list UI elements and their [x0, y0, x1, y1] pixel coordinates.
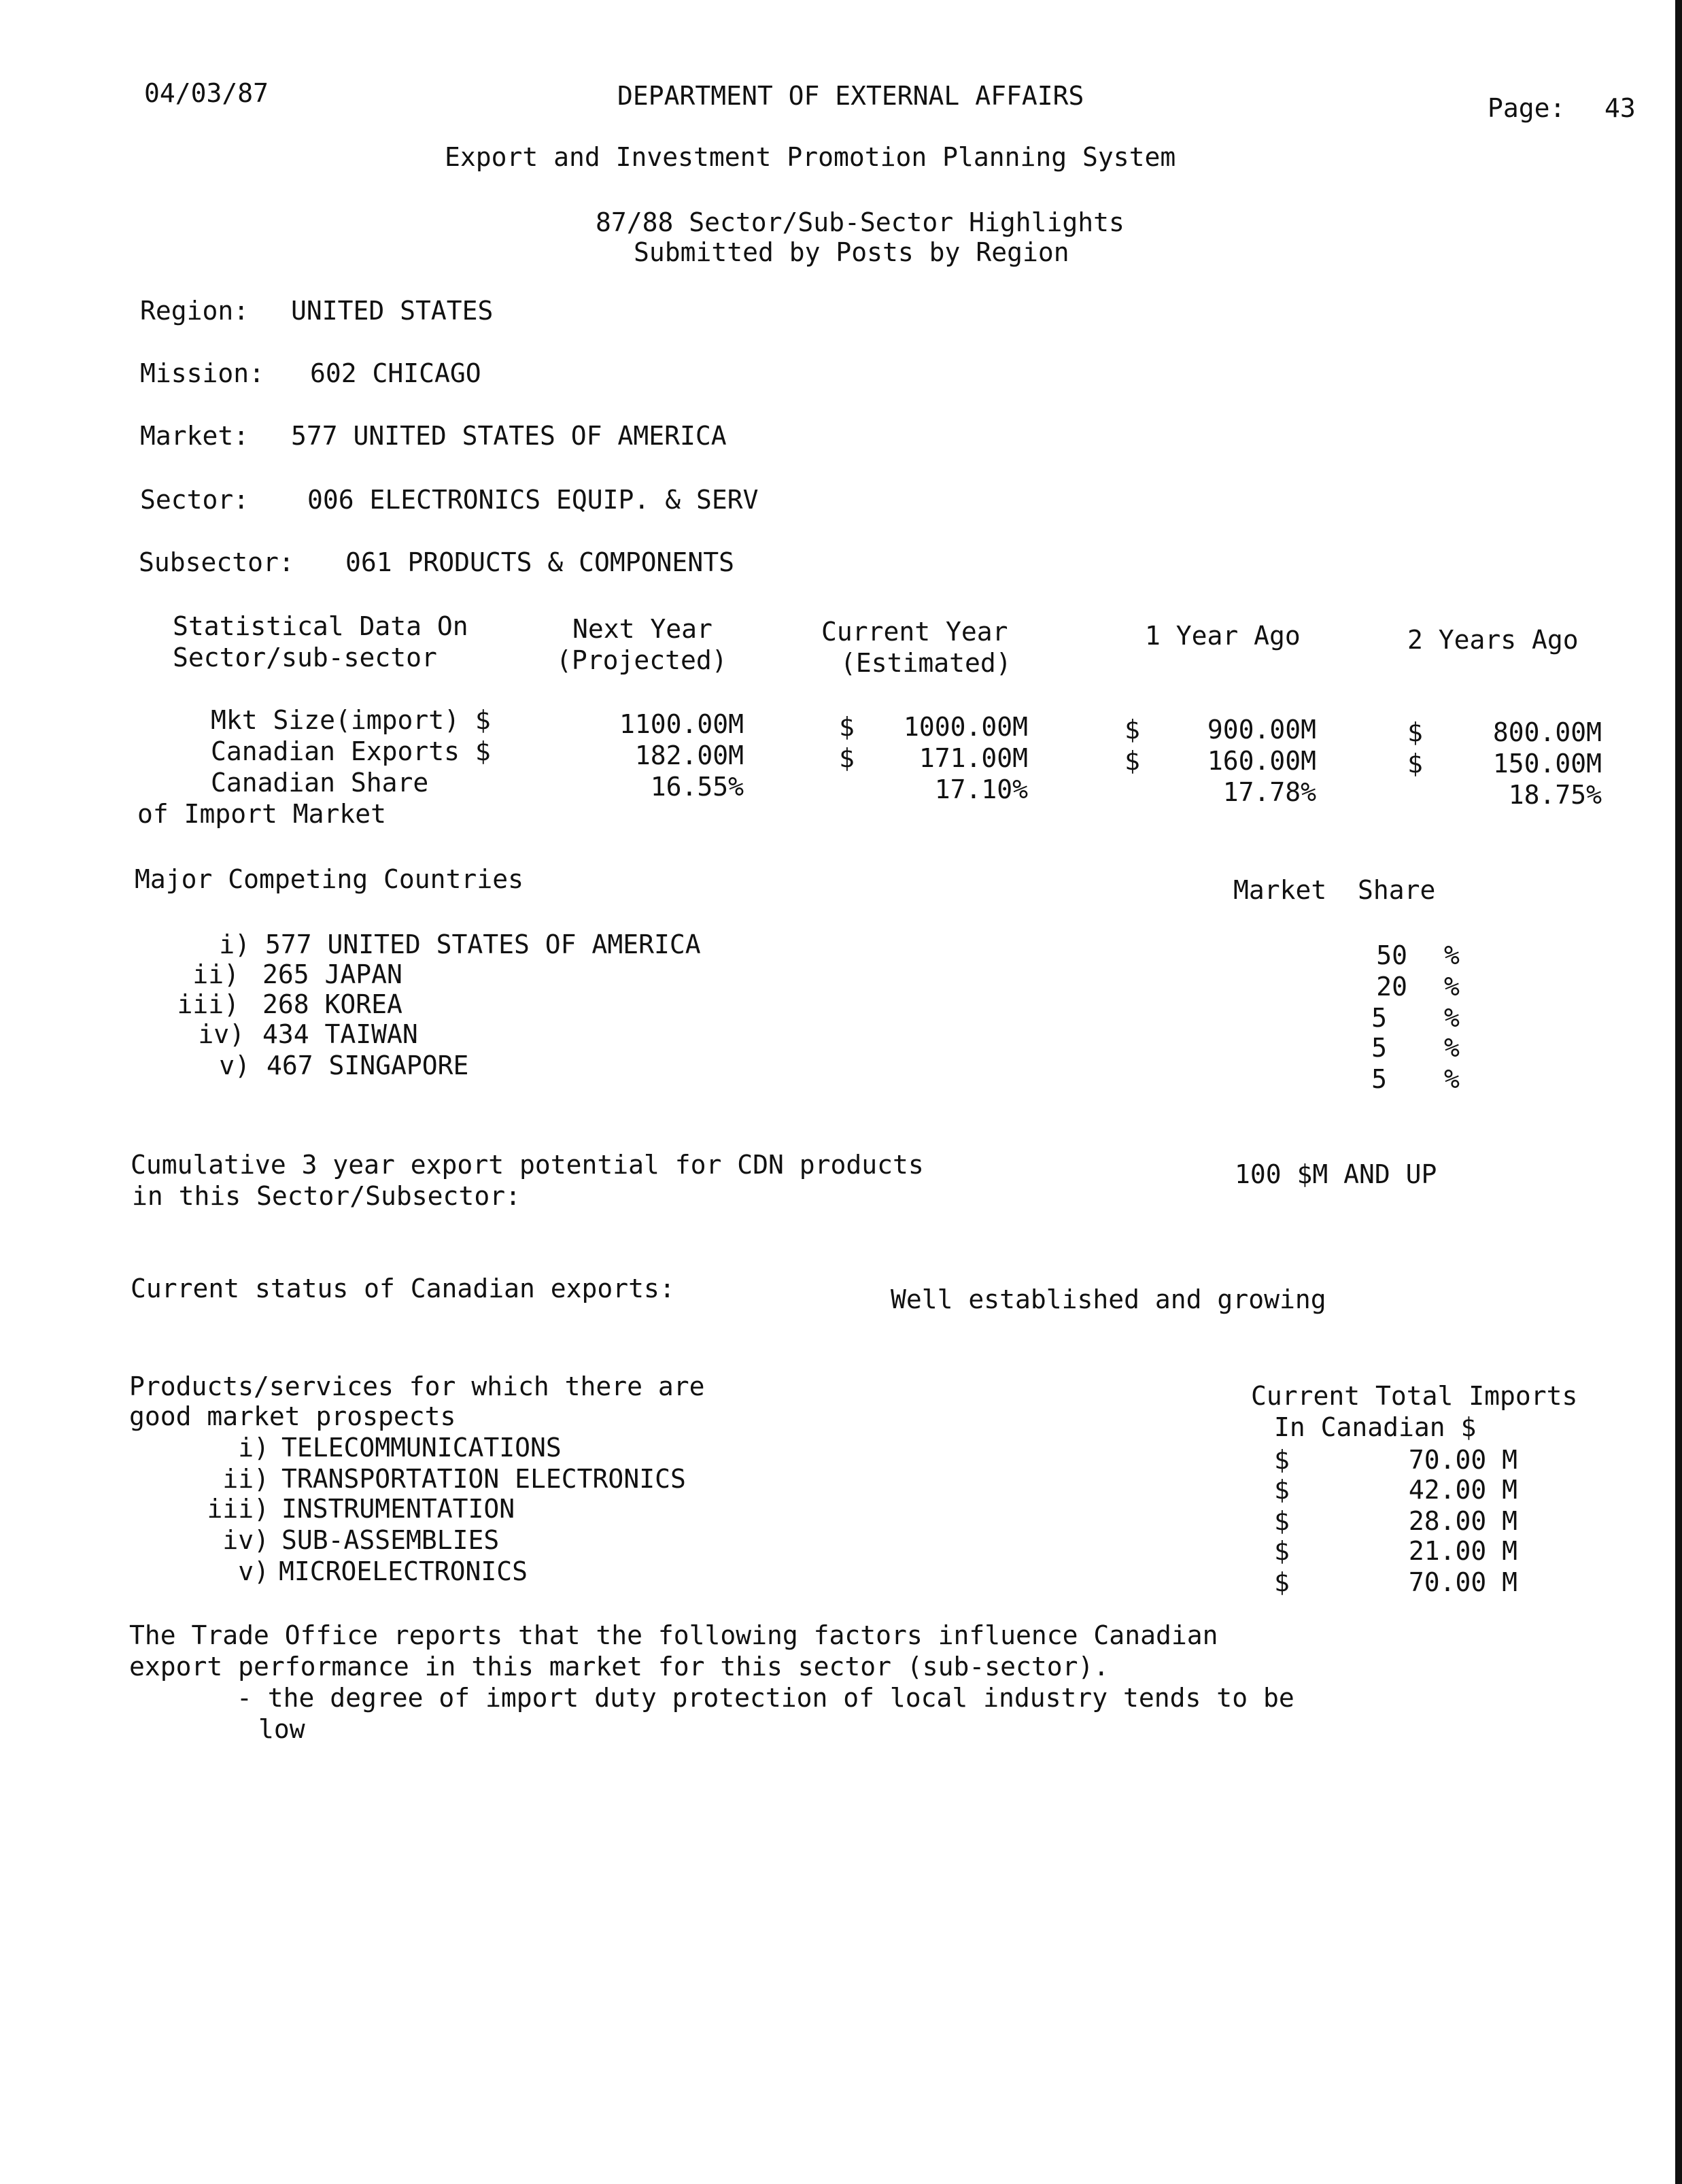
- competitor-share: 5: [1371, 1003, 1387, 1033]
- market-label: Market:: [140, 421, 250, 451]
- cdn-share-label: Canadian Share: [211, 768, 429, 798]
- competitor-name: 268 KOREA: [262, 989, 402, 1019]
- potential-value: 100 $M AND UP: [1235, 1159, 1437, 1189]
- cdn-share-1-year-ago: 17.78%: [1222, 777, 1316, 807]
- cdn-exports-label: Canadian Exports $: [211, 736, 491, 766]
- product-dollar: $: [1274, 1567, 1290, 1597]
- mkt-size-1-year-ago: 900.00M: [1207, 715, 1316, 745]
- competitor-pct: %: [1444, 940, 1460, 970]
- competitor-num: iii): [177, 989, 239, 1019]
- region-label: Region:: [140, 296, 250, 326]
- cdn-exports-current-year: 171.00M: [919, 743, 1028, 773]
- cdn-exports-1-year-ago: 160.00M: [1207, 746, 1316, 776]
- cdn-exports-current-dollar: $: [839, 743, 855, 773]
- status-value: Well established and growing: [891, 1284, 1326, 1314]
- competitor-name: 467 SINGAPORE: [267, 1051, 469, 1080]
- cdn-share-2-years-ago: 18.75%: [1508, 780, 1602, 810]
- factors-bullet-2: low: [258, 1714, 305, 1744]
- page-label: Page:: [1488, 93, 1566, 123]
- product-imports: 70.00 M: [1408, 1567, 1517, 1597]
- system-title: Export and Investment Promotion Planning System: [445, 142, 1176, 172]
- product-imports: 21.00 M: [1408, 1536, 1517, 1566]
- product-dollar: $: [1274, 1445, 1290, 1475]
- col-current-year-sub: (Estimated): [840, 648, 1012, 678]
- col-1-year-ago: 1 Year Ago: [1145, 621, 1301, 651]
- potential-label-1: Cumulative 3 year export potential for CDN products: [131, 1150, 924, 1180]
- competitor-pct: %: [1444, 1064, 1460, 1094]
- product-name: SUB-ASSEMBLIES: [281, 1525, 500, 1555]
- competitor-share: 20: [1376, 972, 1407, 1002]
- mission-label: Mission:: [140, 358, 265, 388]
- competitor-share: 5: [1371, 1064, 1387, 1094]
- page-edge-rule: [1675, 0, 1682, 2184]
- department-name: DEPARTMENT OF EXTERNAL AFFAIRS: [617, 81, 1084, 111]
- competitor-num: ii): [192, 959, 239, 989]
- stats-header-label-2: Sector/sub-sector: [173, 643, 437, 672]
- cdn-share-current-year: 17.10%: [934, 774, 1028, 804]
- product-imports: 42.00 M: [1408, 1475, 1517, 1505]
- competitor-num: i): [219, 929, 250, 959]
- competitor-name: 577 UNITED STATES OF AMERICA: [265, 929, 701, 959]
- subsector-value: 061 PRODUCTS & COMPONENTS: [345, 547, 734, 577]
- market-value: 577 UNITED STATES OF AMERICA: [291, 421, 727, 451]
- cdn-share-label-2: of Import Market: [137, 799, 387, 829]
- product-num: i): [238, 1433, 269, 1463]
- imports-header-2: In Canadian $: [1274, 1412, 1477, 1442]
- mkt-size-2ago-dollar: $: [1407, 717, 1423, 747]
- mkt-size-label: Mkt Size(import) $: [211, 705, 491, 735]
- cdn-exports-2ago-dollar: $: [1407, 749, 1423, 779]
- product-num: ii): [222, 1464, 269, 1494]
- col-next-year: Next Year: [572, 614, 713, 644]
- status-label: Current status of Canadian exports:: [131, 1274, 675, 1303]
- product-dollar: $: [1274, 1506, 1290, 1536]
- product-name: INSTRUMENTATION: [281, 1494, 515, 1524]
- subsector-label: Subsector:: [139, 547, 294, 577]
- imports-header-1: Current Total Imports: [1251, 1381, 1578, 1411]
- mkt-size-next-year: 1100.00M: [619, 709, 744, 739]
- mkt-size-1ago-dollar: $: [1125, 715, 1140, 745]
- product-num: v): [238, 1556, 269, 1586]
- products-label-2: good market prospects: [129, 1401, 456, 1431]
- competitor-pct: %: [1444, 1003, 1460, 1033]
- products-label-1: Products/services for which there are: [129, 1371, 705, 1401]
- competitor-name: 265 JAPAN: [262, 959, 402, 989]
- product-dollar: $: [1274, 1475, 1290, 1505]
- col-next-year-sub: (Projected): [556, 645, 727, 675]
- cdn-exports-1ago-dollar: $: [1125, 746, 1140, 776]
- cdn-exports-next-year: 182.00M: [634, 740, 744, 770]
- competitor-num: iv): [198, 1019, 245, 1049]
- mkt-size-current-year: 1000.00M: [903, 712, 1028, 742]
- mission-value: 602 CHICAGO: [310, 358, 481, 388]
- competitor-pct: %: [1444, 972, 1460, 1002]
- page-number: 43: [1604, 93, 1636, 123]
- cdn-share-next-year: 16.55%: [650, 772, 744, 802]
- product-dollar: $: [1274, 1536, 1290, 1566]
- competitor-share: 5: [1371, 1033, 1387, 1063]
- report-date: 04/03/87: [144, 78, 269, 108]
- sector-label: Sector:: [140, 485, 250, 515]
- product-name: MICROELECTRONICS: [279, 1556, 528, 1586]
- mkt-size-current-dollar: $: [839, 712, 855, 742]
- report-title: 87/88 Sector/Sub-Sector Highlights: [596, 207, 1125, 237]
- competitors-title: Major Competing Countries: [135, 864, 524, 894]
- factors-bullet-1: - the degree of import duty protection of local industry tends to be: [237, 1683, 1294, 1713]
- product-imports: 28.00 M: [1408, 1506, 1517, 1536]
- product-num: iii): [207, 1494, 269, 1524]
- col-2-years-ago: 2 Years Ago: [1407, 625, 1579, 655]
- product-num: iv): [222, 1525, 269, 1555]
- report-subtitle: Submitted by Posts by Region: [634, 237, 1069, 267]
- region-value: UNITED STATES: [291, 296, 494, 326]
- potential-label-2: in this Sector/Subsector:: [132, 1181, 521, 1211]
- sector-value: 006 ELECTRONICS EQUIP. & SERV: [307, 485, 759, 515]
- cdn-exports-2-years-ago: 150.00M: [1492, 749, 1602, 779]
- competitor-pct: %: [1444, 1033, 1460, 1063]
- competitor-num: v): [219, 1051, 250, 1080]
- factors-line-2: export performance in this market for this sector (sub-sector).: [129, 1652, 1110, 1682]
- product-imports: 70.00 M: [1408, 1445, 1517, 1475]
- market-share-header: Market Share: [1233, 875, 1436, 905]
- stats-header-label-1: Statistical Data On: [173, 611, 468, 641]
- product-name: TELECOMMUNICATIONS: [281, 1433, 562, 1463]
- competitor-name: 434 TAIWAN: [262, 1019, 418, 1049]
- mkt-size-2-years-ago: 800.00M: [1492, 717, 1602, 747]
- competitor-share: 50: [1376, 940, 1407, 970]
- factors-line-1: The Trade Office reports that the following factors influence Canadian: [129, 1620, 1218, 1650]
- col-current-year: Current Year: [821, 617, 1008, 647]
- product-name: TRANSPORTATION ELECTRONICS: [281, 1464, 686, 1494]
